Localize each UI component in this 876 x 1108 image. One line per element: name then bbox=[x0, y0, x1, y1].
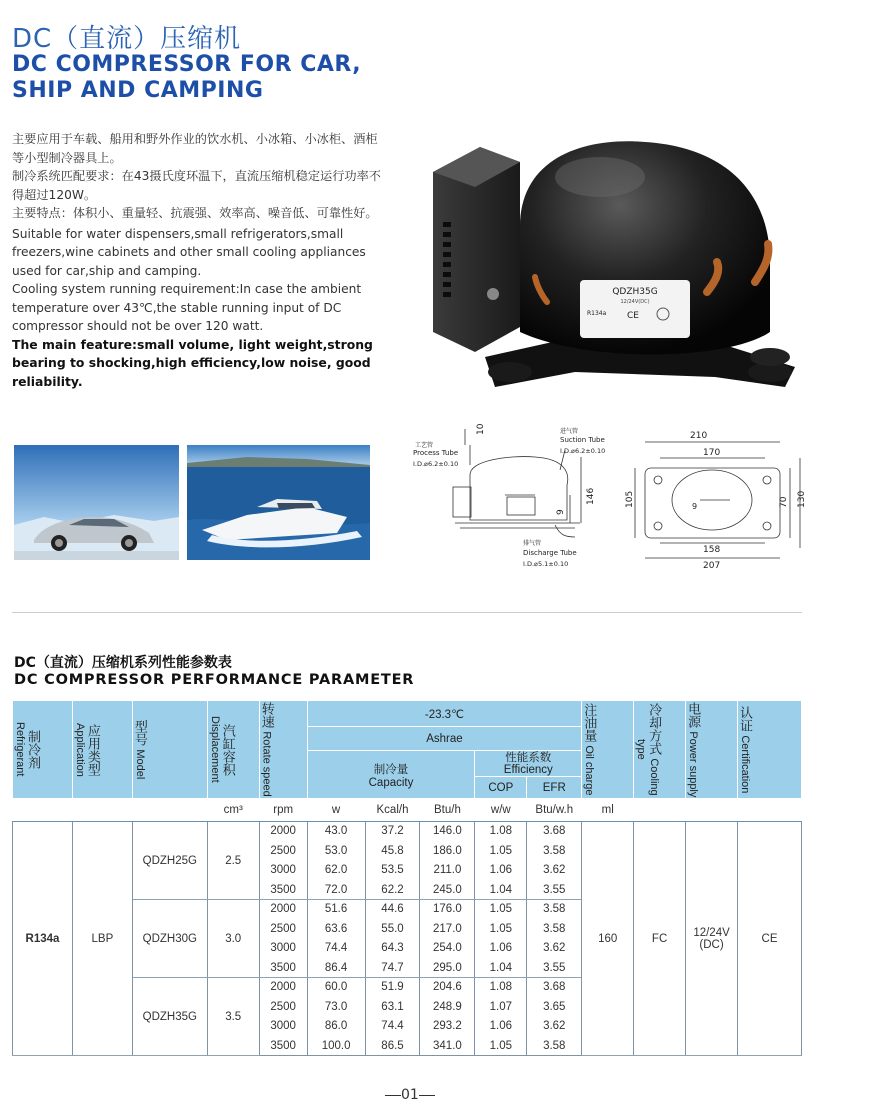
cell-w: 62.0 bbox=[307, 861, 365, 881]
cell-cop: 1.05 bbox=[475, 900, 527, 920]
cell-cop: 1.05 bbox=[475, 919, 527, 939]
section-divider bbox=[12, 612, 802, 613]
cell-kcal: 44.6 bbox=[365, 900, 420, 920]
cell-cop: 1.04 bbox=[475, 958, 527, 978]
dim-70: 70 bbox=[779, 496, 789, 508]
cell-application: LBP bbox=[72, 822, 132, 1056]
cell-efr: 3.58 bbox=[527, 900, 582, 920]
header-efr: EFR bbox=[527, 777, 582, 799]
dim-105: 105 bbox=[625, 490, 635, 508]
header-application: 应用类型 Application bbox=[72, 701, 132, 799]
cell-efr: 3.58 bbox=[527, 1036, 582, 1056]
car-photo bbox=[14, 445, 179, 560]
cell-btu: 186.0 bbox=[420, 841, 475, 861]
label-model: QDZH35G bbox=[612, 287, 658, 297]
cell-kcal: 53.5 bbox=[365, 861, 420, 881]
cell-kcal: 37.2 bbox=[365, 822, 420, 842]
header-capacity: 制冷量 Capacity bbox=[307, 751, 475, 799]
header-displacement: 汽缸容积 Displacement bbox=[207, 701, 259, 799]
cell-kcal: 74.7 bbox=[365, 958, 420, 978]
header-power-supply: 电源 Power supply bbox=[686, 701, 738, 799]
power-line-2: (DC) bbox=[699, 938, 724, 951]
intro-en-1: Suitable for water dispensers,small refrigerators,small freezers,wine cabinets and other small cooling appliances used for car,ship and camping. bbox=[12, 226, 366, 278]
cell-efr: 3.68 bbox=[527, 978, 582, 998]
cell-displacement: 3.0 bbox=[207, 900, 259, 978]
cell-btu: 248.9 bbox=[420, 997, 475, 1017]
cell-power-supply bbox=[686, 822, 738, 1056]
cell-rpm: 2000 bbox=[259, 822, 307, 842]
cell-w: 73.0 bbox=[307, 997, 365, 1017]
cell-cop: 1.06 bbox=[475, 1017, 527, 1037]
header-efficiency: 性能系数 Efficiency bbox=[475, 751, 582, 777]
unit-cop: w/w bbox=[475, 799, 527, 822]
cell-btu: 295.0 bbox=[420, 958, 475, 978]
header-certification: 认证 Certification bbox=[738, 701, 802, 799]
cell-rpm: 2500 bbox=[259, 997, 307, 1017]
discharge-en: Discharge Tube bbox=[523, 549, 577, 557]
cell-displacement: 2.5 bbox=[207, 822, 259, 900]
boat-photo bbox=[187, 445, 370, 560]
header-refrigerant: 制冷剂 Refrigerant bbox=[13, 701, 73, 799]
header-temperature: -23.3℃ bbox=[307, 701, 582, 727]
header-standard: Ashrae bbox=[307, 727, 582, 751]
dim-130: 130 bbox=[797, 490, 807, 508]
cell-w: 51.6 bbox=[307, 900, 365, 920]
cell-cop: 1.06 bbox=[475, 939, 527, 959]
dim-158: 158 bbox=[703, 545, 721, 555]
cell-rpm: 3000 bbox=[259, 861, 307, 881]
suction-cn: 进气管 bbox=[560, 428, 579, 435]
unit-speed: rpm bbox=[259, 799, 307, 822]
cell-kcal: 74.4 bbox=[365, 1017, 420, 1037]
cell-rpm: 3500 bbox=[259, 958, 307, 978]
cell-cop: 1.05 bbox=[475, 841, 527, 861]
cell-btu: 204.6 bbox=[420, 978, 475, 998]
unit-efr: Btu/w.h bbox=[527, 799, 582, 822]
cell-displacement: 3.5 bbox=[207, 978, 259, 1056]
cell-kcal: 63.1 bbox=[365, 997, 420, 1017]
cell-rpm: 3500 bbox=[259, 880, 307, 900]
cell-kcal: 62.2 bbox=[365, 880, 420, 900]
unit-displacement: cm³ bbox=[207, 799, 259, 822]
title-line-1: DC COMPRESSOR FOR CAR, bbox=[12, 52, 362, 77]
label-ce-mark: CE bbox=[627, 311, 639, 321]
process-id: I.D.⌀6.2±0.10 bbox=[413, 460, 459, 468]
header-model: 型号 Model bbox=[132, 701, 207, 799]
header-cop: COP bbox=[475, 777, 527, 799]
cell-certification: CE bbox=[738, 822, 802, 1056]
cell-efr: 3.58 bbox=[527, 841, 582, 861]
label-voltage: 12/24V(DC) bbox=[620, 299, 650, 305]
cell-w: 43.0 bbox=[307, 822, 365, 842]
header-oil-charge: 注油量 Oil charge bbox=[582, 701, 634, 799]
cell-rpm: 2500 bbox=[259, 841, 307, 861]
cell-rpm: 3000 bbox=[259, 939, 307, 959]
cell-efr: 3.55 bbox=[527, 880, 582, 900]
cell-w: 86.0 bbox=[307, 1017, 365, 1037]
cell-btu: 254.0 bbox=[420, 939, 475, 959]
top-dimension-diagram bbox=[620, 428, 805, 578]
cell-w: 60.0 bbox=[307, 978, 365, 998]
table-title-cn: DC（直流）压缩机系列性能参数表 bbox=[14, 655, 232, 671]
unit-w: w bbox=[307, 799, 365, 822]
table-row bbox=[13, 822, 802, 842]
cell-model: QDZH35G bbox=[132, 978, 207, 1056]
dim-210: 210 bbox=[690, 431, 708, 441]
header-cooling-type: 冷却方式 Cooling type bbox=[634, 701, 686, 799]
cell-btu: 341.0 bbox=[420, 1036, 475, 1056]
cell-kcal: 86.5 bbox=[365, 1036, 420, 1056]
cell-kcal: 51.9 bbox=[365, 978, 420, 998]
cell-kcal: 55.0 bbox=[365, 919, 420, 939]
dim-170: 170 bbox=[703, 448, 721, 458]
dim-10: 10 bbox=[476, 423, 486, 435]
cell-efr: 3.58 bbox=[527, 919, 582, 939]
cell-oil-charge: 160 bbox=[582, 822, 634, 1056]
cell-btu: 293.2 bbox=[420, 1017, 475, 1037]
header-rotate-speed: 转速 Rotate speed bbox=[259, 701, 307, 799]
dim-146: 146 bbox=[586, 487, 596, 505]
intro-cn-1: 主要应用于车载、船用和野外作业的饮水机、小冰箱、小冰柜、酒柜等小型制冷器具上。 bbox=[12, 132, 378, 165]
cell-model: QDZH30G bbox=[132, 900, 207, 978]
performance-table-body bbox=[13, 822, 802, 1056]
performance-table bbox=[12, 700, 802, 1056]
page-number: 01 bbox=[385, 1087, 435, 1103]
cell-efr: 3.65 bbox=[527, 997, 582, 1017]
title-line-2: SHIP AND CAMPING bbox=[12, 78, 264, 103]
cell-cop: 1.07 bbox=[475, 997, 527, 1017]
discharge-cn: 排气管 bbox=[523, 540, 542, 547]
process-en: Process Tube bbox=[413, 449, 459, 457]
cell-rpm: 3500 bbox=[259, 1036, 307, 1056]
dim-207: 207 bbox=[703, 561, 721, 571]
cell-kcal: 64.3 bbox=[365, 939, 420, 959]
cell-cop: 1.08 bbox=[475, 822, 527, 842]
cell-refrigerant: R134a bbox=[13, 822, 73, 1056]
intro-en-2: Cooling system running requirement:In case the ambient temperature over 43℃,the stable running input of DC compressor should not be over 120 watt. bbox=[12, 282, 362, 333]
suction-id: I.D.⌀6.2±0.10 bbox=[560, 447, 606, 455]
intro-cn-2: 制冷系统匹配要求：在43摄氏度环温下，直流压缩机稳定运行功率不得超过120W。 bbox=[12, 169, 381, 202]
page-title-cn: DC（直流）压缩机 bbox=[12, 24, 242, 54]
unit-kcal: Kcal/h bbox=[365, 799, 420, 822]
intro-text bbox=[12, 130, 387, 391]
dim-9-top: 9 bbox=[692, 502, 698, 511]
cell-rpm: 2500 bbox=[259, 919, 307, 939]
cell-w: 74.4 bbox=[307, 939, 365, 959]
unit-oil: ml bbox=[582, 799, 634, 822]
table-title-en: DC COMPRESSOR PERFORMANCE PARAMETER bbox=[14, 672, 415, 688]
cell-btu: 245.0 bbox=[420, 880, 475, 900]
cell-rpm: 2000 bbox=[259, 900, 307, 920]
cell-efr: 3.62 bbox=[527, 939, 582, 959]
cell-cop: 1.08 bbox=[475, 978, 527, 998]
cell-rpm: 2000 bbox=[259, 978, 307, 998]
side-dimension-diagram bbox=[395, 425, 620, 575]
cell-efr: 3.68 bbox=[527, 822, 582, 842]
cell-btu: 146.0 bbox=[420, 822, 475, 842]
cell-btu: 176.0 bbox=[420, 900, 475, 920]
cell-cop: 1.04 bbox=[475, 880, 527, 900]
cell-efr: 3.62 bbox=[527, 861, 582, 881]
cell-cop: 1.06 bbox=[475, 861, 527, 881]
cell-btu: 211.0 bbox=[420, 861, 475, 881]
cell-w: 53.0 bbox=[307, 841, 365, 861]
cell-btu: 217.0 bbox=[420, 919, 475, 939]
intro-en-feature: The main feature:small volume, light weight,strong bearing to shocking,high efficiency,low noise, good reliability. bbox=[12, 336, 373, 389]
cell-kcal: 45.8 bbox=[365, 841, 420, 861]
dim-9: 9 bbox=[556, 509, 566, 515]
cell-efr: 3.55 bbox=[527, 958, 582, 978]
intro-cn-3: 主要特点：体积小、重量轻、抗震强、效率高、噪音低、可靠性好。 bbox=[12, 206, 378, 220]
cell-w: 100.0 bbox=[307, 1036, 365, 1056]
process-cn: 工艺管 bbox=[415, 442, 434, 449]
cell-w: 86.4 bbox=[307, 958, 365, 978]
cell-w: 63.6 bbox=[307, 919, 365, 939]
cell-rpm: 3000 bbox=[259, 1017, 307, 1037]
cell-efr: 3.62 bbox=[527, 1017, 582, 1037]
discharge-id: I.D.⌀5.1±0.10 bbox=[523, 560, 569, 568]
cell-model: QDZH25G bbox=[132, 822, 207, 900]
compressor-photo bbox=[425, 132, 810, 394]
label-refrigerant: R134a bbox=[587, 310, 607, 317]
unit-btu: Btu/h bbox=[420, 799, 475, 822]
cell-cop: 1.05 bbox=[475, 1036, 527, 1056]
page-title-en bbox=[12, 52, 361, 104]
power-line-1: 12/24V bbox=[693, 926, 730, 939]
cell-w: 72.0 bbox=[307, 880, 365, 900]
suction-en: Suction Tube bbox=[560, 436, 605, 444]
cell-cooling-type: FC bbox=[634, 822, 686, 1056]
